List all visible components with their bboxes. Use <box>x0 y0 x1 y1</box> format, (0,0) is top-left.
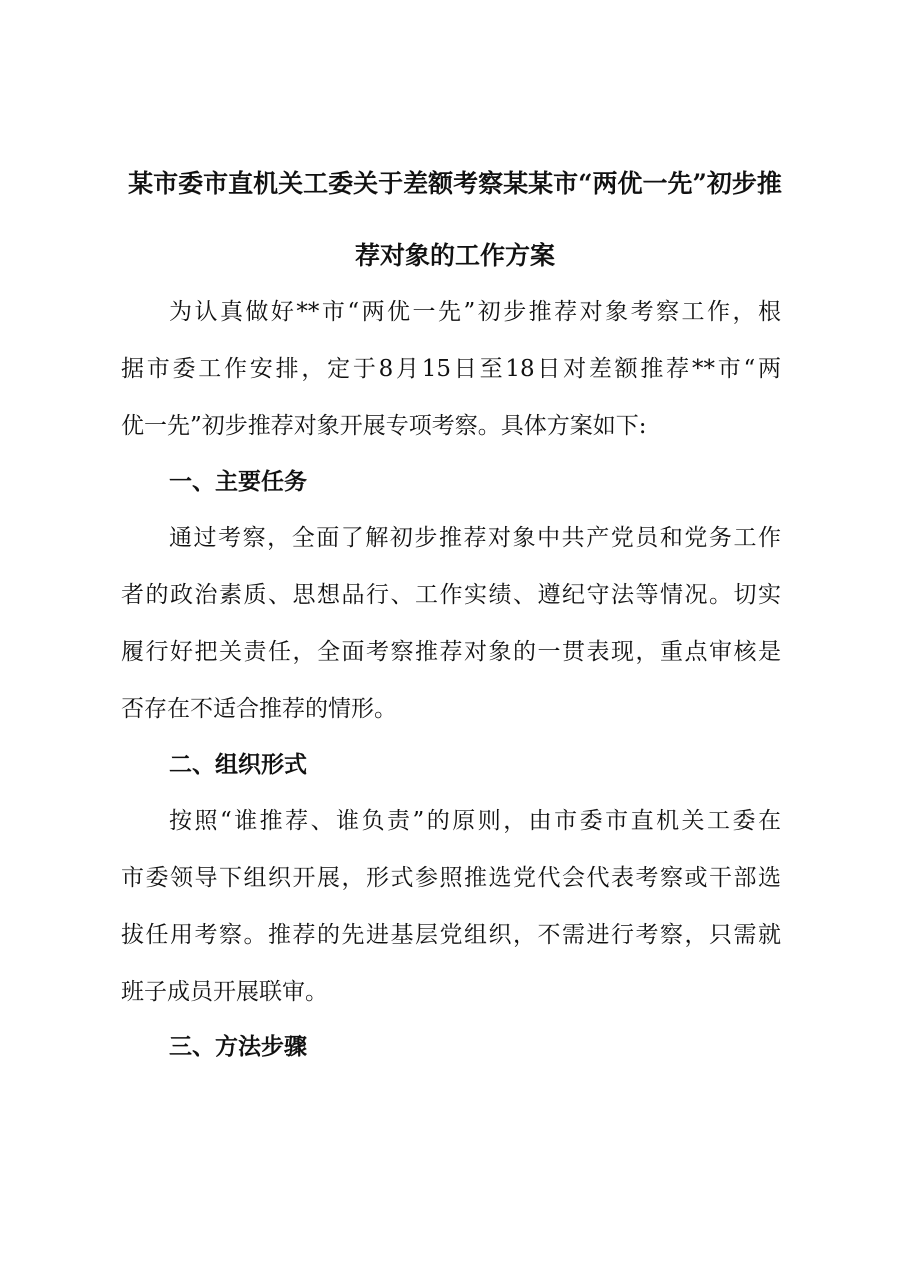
section-1-paragraph <box>121 510 781 738</box>
section-1-line-3: 履行好把关责任，全面考察推荐对象的一贯表现，重点审核是 <box>121 639 781 665</box>
intro-line-3: 优一先”初步推荐对象开展专项考察。具体方案如下: <box>121 413 647 439</box>
section-1-line-2: 者的政治素质、思想品行、工作实绩、遵纪守法等情况。切实 <box>121 582 781 608</box>
section-1-line-1: 通过考察，全面了解初步推荐对象中共产党员和党务工作 <box>169 525 781 551</box>
section-1-heading: 一、主要任务 <box>169 469 307 495</box>
section-2-paragraph <box>121 793 781 1021</box>
intro-paragraph <box>121 284 781 455</box>
section-2-line-1: 按照“谁推荐、谁负责”的原则，由市委市直机关工委在 <box>169 808 781 834</box>
title-line-1: 某市委市直机关工委关于差额考察某某市“两优一先”初步推 <box>128 169 782 198</box>
intro-line-1: 为认真做好**市“两优一先”初步推荐对象考察工作，根 <box>169 299 781 325</box>
document-title <box>120 148 790 292</box>
section-2-line-2: 市委领导下组织开展，形式参照推选党代会代表考察或干部选 <box>121 865 781 891</box>
section-1-line-4: 否存在不适合推荐的情形。 <box>121 696 397 722</box>
intro-line-2: 据市委工作安排，定于8月15日至18日对差额推荐**市“两 <box>121 356 781 382</box>
section-3-heading: 三、方法步骤 <box>169 1034 307 1060</box>
title-line-2: 荐对象的工作方案 <box>354 241 555 270</box>
section-2-line-3: 拔任用考察。推荐的先进基层党组织，不需进行考察，只需就 <box>121 922 781 948</box>
section-2-line-4: 班子成员开展联审。 <box>121 979 328 1005</box>
section-2-heading: 二、组织形式 <box>169 752 307 778</box>
